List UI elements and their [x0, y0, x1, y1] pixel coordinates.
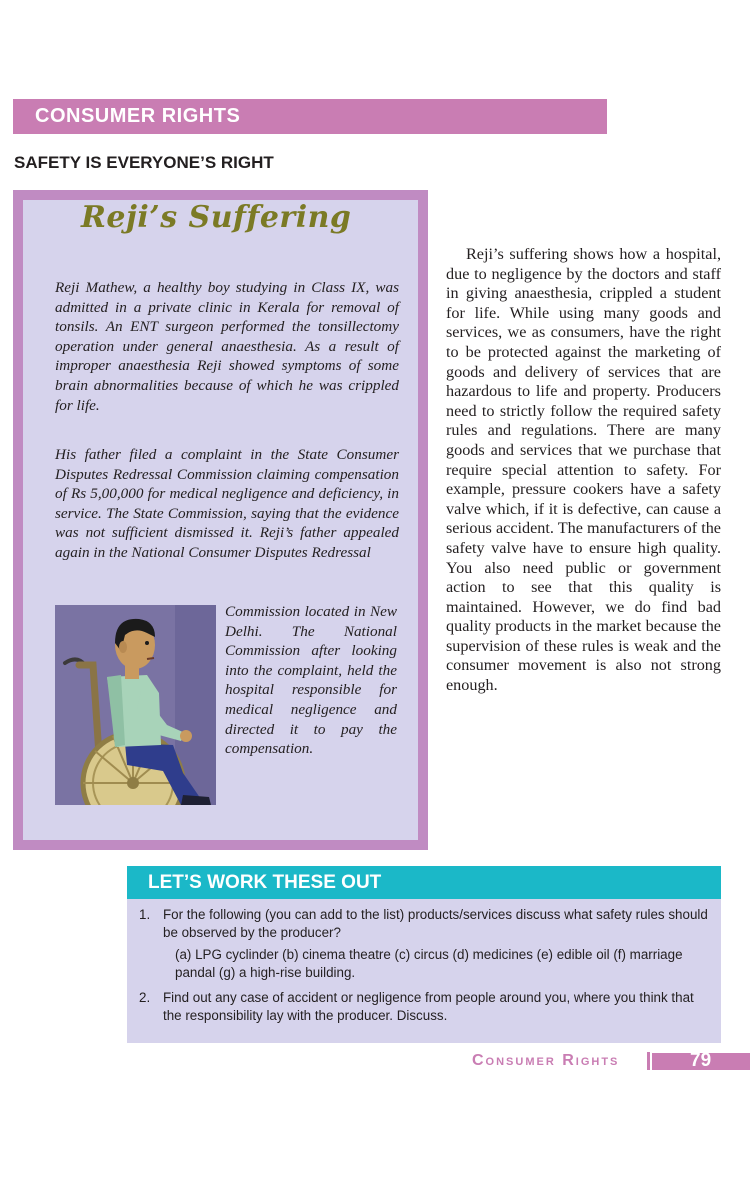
section-heading: SAFETY IS EVERYONE’S RIGHT	[14, 153, 274, 172]
case-study-box	[13, 190, 428, 850]
exercise-header-bar	[127, 866, 721, 899]
exercise-sub-list: (a) LPG cyclinder (b) cinema theatre (c) circus (d) medicines (e) edible oil (f) marriage pandal (g) a high-rise building.	[175, 947, 683, 980]
case-paragraph-3: Commission located in New Delhi. The National Commission after looking into the complaint, held the hospital responsible for medical negligence and directed it to pay the compensation.	[225, 603, 397, 758]
case-paragraph-2: His father filed a complaint in the State Consumer Disputes Redressal Commission claiming compensation of Rs 5,00,000 for medical negligence and deficiency, in service. The State Commission, saying that the evidence was not sufficient dismissed it. Reji’s father appealed again in the National Consumer Disputes Redressal	[55, 446, 399, 561]
exercise-list	[139, 906, 714, 1032]
chapter-title: CONSUMER RIGHTS	[35, 105, 241, 127]
wheelchair-boy-illustration	[55, 605, 216, 805]
wheelchair-boy-drawing	[55, 605, 216, 805]
exercise-text: Find out any case of accident or negligence from people around you, where you think that the responsibility lay with the producer. Discuss.	[163, 990, 694, 1023]
exercise-number: 1.	[139, 907, 151, 922]
exercise-item	[139, 989, 714, 1024]
exercise-title: LET’S WORK THESE OUT	[148, 872, 382, 893]
main-body-paragraph: Reji’s suffering shows how a hospital, due to negligence by the doctors and staff in giving anaesthesia, crippled a student for life. While using many goods and services, we as consumers, have the right to be protected against the marketing of goods and delivery of services that are hazardous to life and property. Producers need to strictly follow the required safety rules and regulations. There are many goods and services that we purchase that require special attention to safety. For example, pressure cookers have a safety valve which, if it is defective, can cause a serious accident. The manufacturers of the safety valve have to ensure high quality. You also need public or government action to see that this quality is maintained. However, we do find bad quality products in the market because the supervision of these rules is weak and the consumer movement is also not strong enough.	[446, 245, 721, 695]
chapter-header-bar	[13, 99, 607, 134]
case-study-title: Reji’s Suffering	[81, 200, 352, 235]
exercise-number: 2.	[139, 990, 151, 1005]
exercise-item	[139, 906, 714, 981]
exercise-box	[127, 866, 721, 1043]
footer-divider	[647, 1052, 650, 1070]
page-number: 79	[690, 1050, 712, 1071]
running-footer-title: Consumer Rights	[472, 1052, 620, 1069]
exercise-text: For the following (you can add to the list) products/services discuss what safety rules should be observed by the producer?	[163, 907, 708, 940]
case-paragraph-1: Reji Mathew, a healthy boy studying in Class IX, was admitted in a private clinic in Kerala for removal of tonsils. An ENT surgeon performed the tonsillectomy operation under general anaesthesia. As a result of improper anaesthesia Reji showed symptoms of some brain abnormalities because of which he was crippled for life.	[55, 279, 399, 414]
